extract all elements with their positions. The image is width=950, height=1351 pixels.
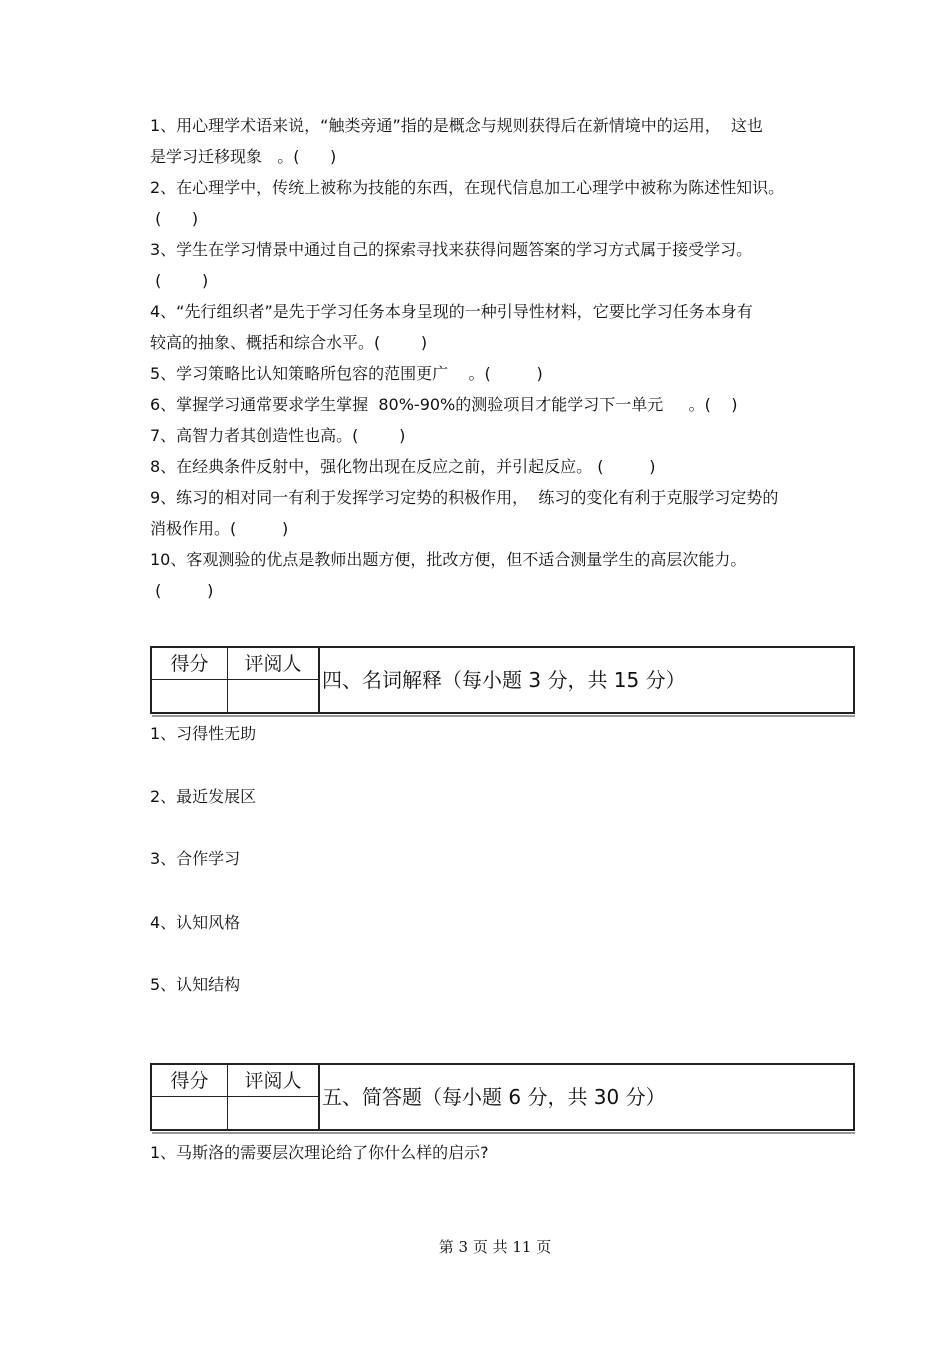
judgment-line: 2、在心理学中，传统上被称为技能的东西，在现代信息加工心理学中被称为陈述性知识。: [150, 178, 785, 197]
judgment-line: 较高的抽象、概括和综合水平。( ): [150, 333, 428, 352]
table-shadow: [152, 1132, 855, 1134]
list-item: 3、合作学习: [150, 849, 241, 868]
reviewer-label: 评阅人: [228, 1065, 320, 1097]
list-item: 1、马斯洛的需要层次理论给了你什么样的启示?: [150, 1143, 489, 1162]
section5-score-table: [150, 1063, 855, 1131]
score-label: 得分: [152, 1065, 228, 1097]
judgment-line: 7、高智力者其创造性也高。( ): [150, 426, 406, 445]
judgment-line: 是学习迁移现象 。( ): [150, 147, 337, 166]
section4-score-table: [150, 646, 855, 714]
page-number: 第 3 页 共 11 页: [438, 1238, 552, 1256]
judgment-line: 6、掌握学习通常要求学生掌握 80%-90%的测验项目才能学习下一单元 。( ): [150, 395, 738, 414]
judgment-line: 消极作用。( ): [150, 519, 289, 538]
judgment-line: 10、客观测验的优点是教师出题方便，批改方便，但不适合测量学生的高层次能力。: [150, 550, 747, 569]
judgment-line: 1、用心理学术语来说，“触类旁通”指的是概念与规则获得后在新情境中的运用， 这也: [150, 116, 763, 135]
reviewer-cell: [228, 1097, 320, 1129]
section4-title: 四、名词解释（每小题 3 分，共 15 分）: [322, 668, 686, 692]
table-shadow: [152, 715, 855, 717]
judgment-questions: [150, 110, 850, 606]
list-item: 5、认知结构: [150, 975, 241, 994]
judgment-line: ( ): [150, 209, 199, 228]
judgment-line: ( ): [150, 581, 214, 600]
judgment-line: 8、在经典条件反射中，强化物出现在反应之前，并引起反应。 ( ): [150, 457, 656, 476]
list-item: 4、认知风格: [150, 913, 241, 932]
judgment-line: ( ): [150, 271, 209, 290]
score-cell: [152, 1097, 228, 1129]
reviewer-label: 评阅人: [228, 648, 320, 680]
judgment-line: 5、学习策略比认知策略所包容的范围更广 。( ): [150, 364, 543, 383]
score-cell: [152, 680, 228, 712]
section5-title: 五、简答题（每小题 6 分，共 30 分）: [322, 1085, 666, 1109]
list-item: 2、最近发展区: [150, 787, 257, 806]
list-item: 1、习得性无助: [150, 724, 257, 743]
judgment-line: 3、学生在学习情景中通过自己的探索寻找来获得问题答案的学习方式属于接受学习。: [150, 240, 753, 259]
reviewer-cell: [228, 680, 320, 712]
judgment-line: 4、“先行组织者”是先于学习任务本身呈现的一种引导性材料，它要比学习任务本身有: [150, 302, 753, 321]
judgment-line: 9、练习的相对同一有利于发挥学习定势的积极作用， 练习的变化有利于克服学习定势的: [150, 488, 779, 507]
score-label: 得分: [152, 648, 228, 680]
